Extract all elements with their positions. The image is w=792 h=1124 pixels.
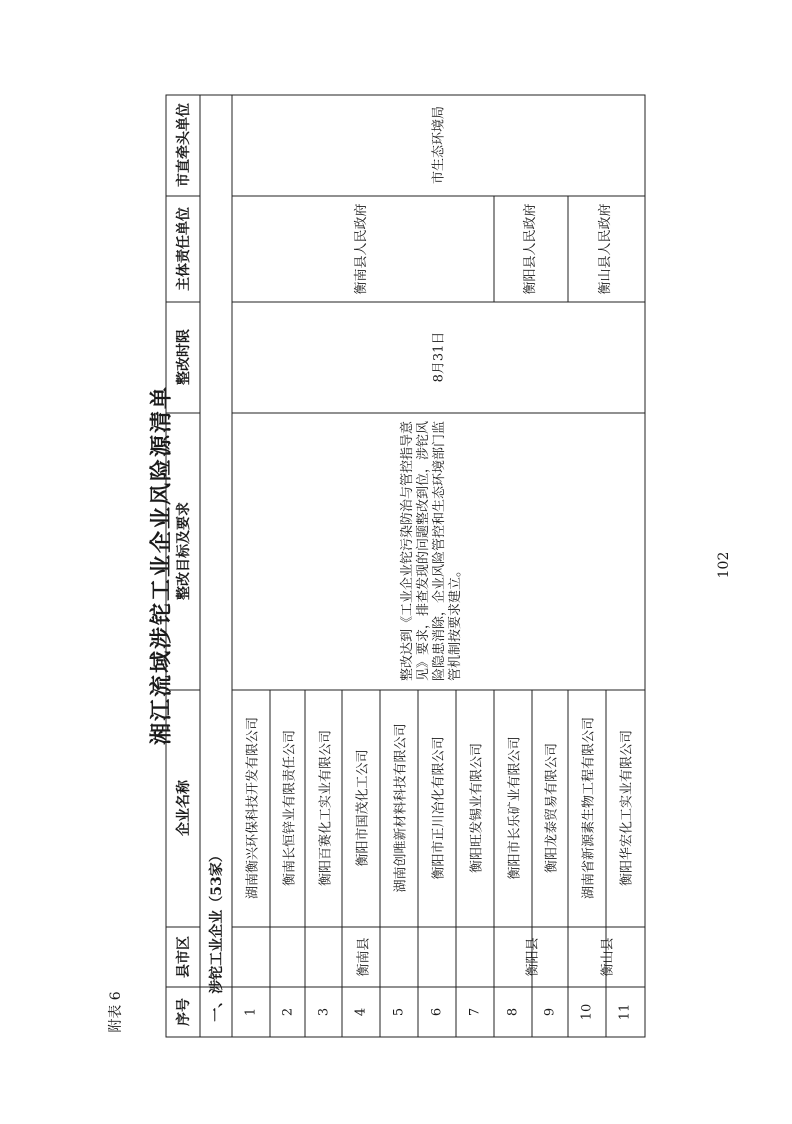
row-seq: 9: [542, 1007, 558, 1017]
row-seq: 10: [579, 1003, 595, 1021]
company-name: 衡阳百赛化工实业有限公司: [318, 729, 334, 887]
row-seq: 3: [316, 1007, 332, 1017]
header-seq: 序号: [176, 998, 192, 1026]
company-name: 衡阳市国茂化工公司: [355, 749, 371, 867]
header-county: 县市区: [176, 936, 192, 978]
page-number: 102: [716, 551, 732, 579]
row-seq: 8: [505, 1007, 521, 1017]
county-hengnan: 衡南县: [356, 937, 372, 977]
company-name: 衡阳市正川冶化有限公司: [431, 736, 447, 880]
section-label: 一、涉铊工业企业（53家）: [209, 848, 225, 1022]
header-responsible: 主体责任单位: [176, 207, 192, 291]
row-seq: 5: [391, 1007, 407, 1017]
row-seq: 7: [467, 1007, 483, 1017]
lead-unit: 市生态环境局: [431, 105, 447, 185]
company-name: 衡阳市长乐矿业有限公司: [507, 736, 523, 880]
header-lead: 市直牵头单位: [176, 103, 192, 187]
header-company: 企业名称: [176, 780, 192, 836]
company-name: 衡阳龙泰贸易有限公司: [544, 742, 560, 874]
deadline-text: 8月31日: [431, 331, 447, 383]
goal-text: 整改达到《工业企业铊污染防治与管控指导意见》要求，排查发现的问题整改到位，涉铊风险隐患消除，企业风险管控和生态环境部门监管机制按要求建立。: [400, 420, 463, 681]
company-name: 湖南创唯新材料科技有限公司: [393, 723, 409, 893]
page-title: 湘江流域涉铊工业企业风险源清单: [148, 384, 175, 746]
row-seq: 2: [280, 1007, 296, 1017]
responsible-hengnan: 衡南县人民政府: [354, 203, 369, 295]
header-deadline: 整改时限: [176, 329, 192, 385]
row-seq: 6: [429, 1007, 445, 1017]
company-name: 衡阳旺发锡业有限公司: [469, 742, 485, 874]
company-name: 湖南省新源素生物工程有限公司: [581, 716, 597, 900]
appendix-label: 附表 6: [108, 991, 124, 1033]
company-name: 湖南衡兴环保科技开发有限公司: [245, 716, 261, 900]
row-seq: 11: [617, 1003, 633, 1021]
row-seq: 4: [353, 1007, 369, 1017]
county-hengyang: 衡阳县: [525, 937, 541, 977]
responsible-hengshan: 衡山县人民政府: [598, 203, 613, 295]
row-seq: 1: [243, 1007, 259, 1017]
county-hengshan: 衡山县: [600, 937, 616, 977]
header-goal: 整改目标及要求: [176, 502, 192, 600]
company-name: 衡阳华宏化工实业有限公司: [619, 729, 635, 887]
company-name: 衡南长恒锌业有限责任公司: [282, 729, 298, 887]
responsible-hengyang: 衡阳县人民政府: [523, 203, 538, 295]
